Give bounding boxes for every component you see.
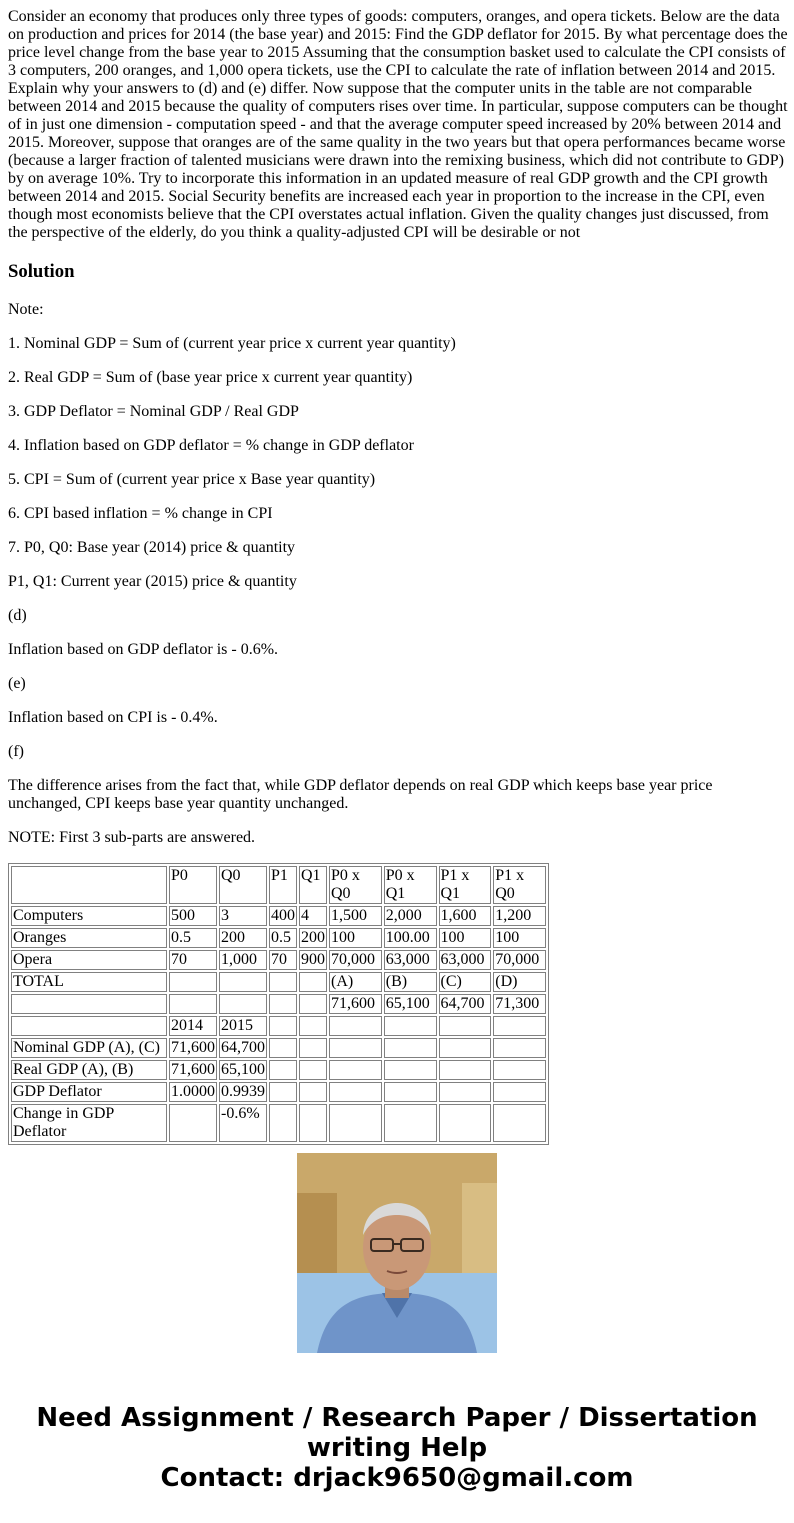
solution-heading: Solution [8,261,75,282]
solution-note: 6. CPI based inflation = % change in CPI [8,505,273,522]
table-cell [329,1016,382,1036]
table-cell: 100.00 [384,928,437,948]
table-cell [384,1016,437,1036]
table-cell: 1,000 [219,950,267,970]
promo-banner [0,1403,794,1493]
table-cell [299,972,327,992]
table-cell: 1,600 [439,906,492,926]
solution-note: P1, Q1: Current year (2015) price & quantity [8,573,297,590]
table-cell: 0.5 [169,928,217,948]
table-cell [384,1082,437,1102]
avatar-photo [297,1153,497,1353]
solution-note: (e) [8,675,26,692]
table-cell: 64,700 [221,1039,265,1056]
table-cell [439,1104,492,1142]
table-cell: 65,100 [384,994,437,1014]
table-cell [219,972,267,992]
table-cell [329,1038,382,1058]
table-cell: 71,600 [171,1039,215,1056]
table-row [11,866,546,904]
table-cell [493,1060,546,1080]
table-cell [11,994,167,1014]
table-cell: Opera [11,950,167,970]
table-cell [384,1038,437,1058]
table-cell: 500 [169,906,217,926]
table-cell: P1 x Q1 [439,866,492,904]
table-cell: (D) [493,972,546,992]
table-cell: 71,300 [493,994,546,1014]
table-cell: Computers [11,906,167,926]
table-cell: 200 [219,928,267,948]
table-cell [269,1060,297,1080]
table-cell: (B) [384,972,437,992]
table-cell: 65,100 [221,1061,265,1078]
table-cell [299,1082,327,1102]
table-cell: 70 [269,950,297,970]
table-cell: 63,000 [439,950,492,970]
table-cell: 71,600 [171,1061,215,1078]
banner-line-1: Need Assignment / Research Paper / Dissertation writing Help [36,1403,758,1463]
table-cell [269,1082,297,1102]
table-cell [269,1038,297,1058]
table-cell: 400 [271,907,295,924]
table-cell [439,1038,492,1058]
table-cell [169,994,217,1014]
solution-note: 3. GDP Deflator = Nominal GDP / Real GDP [8,403,299,420]
table-cell [269,994,297,1014]
table-row [11,1038,546,1058]
table-cell: (C) [439,972,492,992]
table-cell: P0 x Q1 [384,866,437,904]
table-cell [269,1104,297,1142]
table-cell [299,1104,327,1142]
document-body [8,8,788,1140]
solution-notes [8,301,788,847]
table-row [11,1016,546,1036]
solution-note: 5. CPI = Sum of (current year price x Base year quantity) [8,471,376,488]
table-cell: 2,000 [384,906,437,926]
table-cell [269,972,297,992]
table-cell: 100 [329,928,382,948]
table-row [11,1104,546,1142]
solution-note: NOTE: First 3 sub-parts are answered. [8,829,256,846]
solution-note: 1. Nominal GDP = Sum of (current year price x current year quantity) [8,335,456,352]
solution-note: Inflation based on GDP deflator is - 0.6%. [8,641,279,658]
table-cell: Q1 [299,866,327,904]
solution-note: 2. Real GDP = Sum of (base year price x current year quantity) [8,369,413,386]
table-cell [299,1038,327,1058]
table-cell [329,1060,382,1080]
table-cell [169,1104,217,1142]
table-row [11,972,546,992]
table-row [11,928,546,948]
solution-note: 7. P0, Q0: Base year (2014) price & quantity [8,539,296,556]
solution-note: 4. Inflation based on GDP deflator = % change in GDP deflator [8,437,414,454]
table-cell [219,994,267,1014]
table-cell [493,1104,546,1142]
solution-note: Inflation based on CPI is - 0.4%. [8,709,218,726]
table-cell: 100 [493,928,546,948]
table-cell: 64,700 [439,994,492,1014]
table-cell [11,1016,167,1036]
table-cell: P0 [169,866,217,904]
table-cell [299,994,327,1014]
table-cell [439,1060,492,1080]
table-container [8,863,549,1140]
table-cell: 0.5 [269,928,297,948]
table-cell: GDP Deflator [11,1082,167,1102]
table-cell: 3 [219,906,267,926]
table-cell [329,1082,382,1102]
table-cell: Q0 [219,866,267,904]
table-cell [299,1016,327,1036]
table-cell: (A) [329,972,382,992]
table-cell: Oranges [11,928,167,948]
table-cell [11,866,167,904]
banner-contact: Contact: drjack9650@gmail.com [160,1463,634,1493]
table-cell [329,1104,382,1142]
table-cell: 1.0000 [171,1083,215,1100]
table-cell: 71,600 [329,994,382,1014]
table-cell: 70,000 [329,950,382,970]
table-cell [269,1016,297,1036]
table-cell: 0.9939 [221,1083,265,1100]
table-cell [493,1038,546,1058]
solution-note: (f) [8,743,24,760]
table-cell: -0.6% [219,1104,267,1142]
table-cell [439,1016,492,1036]
person-photo-icon [297,1153,497,1353]
table-cell [493,1082,546,1102]
solution-note: Note: [8,301,44,318]
table-cell [439,1082,492,1102]
table-cell: 70,000 [493,950,546,970]
table-cell: Change in GDP Deflator [11,1104,167,1142]
table-row [11,950,546,970]
table-cell: 2015 [219,1016,267,1036]
table-cell: 1,200 [493,906,546,926]
table-row [11,906,546,926]
table-cell [169,972,217,992]
table-cell [384,1104,437,1142]
table-cell: P1 [269,866,297,904]
table-cell: 1,500 [329,906,382,926]
table-cell: Nominal GDP (A), (C) [11,1038,167,1058]
solution-note: The difference arises from the fact that, while GDP deflator depends on real GDP which keeps base year price unchanged, CPI keeps base year quantity unchanged. [8,777,713,812]
table-cell: 900 [301,951,325,968]
table-cell [493,1016,546,1036]
table-cell: TOTAL [11,972,167,992]
table-cell: P1 x Q0 [493,866,546,904]
table-cell: 70 [169,950,217,970]
question-text: Consider an economy that produces only three types of goods: computers, oranges, and opera tickets. Below are the data on production and prices for 2014 (the base year) and 2015: Find the GDP deflator for 2015. By what percentage does the price level change from the base year to 2015 Assuming that the consumption basket used to calculate the CPI consists of 3 computers, 200 oranges, and 1,000 opera tickets, use the CPI to calculate the rate of inflation between 2014 and 2015. Explain why your answers to (d) and (e) differ. Now suppose that the computer units in the table are not comparable between 2014 and 2015 because the quality of computers rises over time. In particular, suppose computers can be thought of in just one dimension - computation speed - and that the average computer speed increased by 20% between 2014 and 2015. Moreover, suppose that oranges are of the same quality in the two years but that opera performances became worse (because a larger fraction of talented musicians were drawn into the remixing business, which did not contribute to GDP) by on average 10%. Try to incorporate this information in an updated measure of real GDP growth and the CPI growth between 2014 and 2015. Social Security benefits are increased each year in proportion to the increase in the CPI, even though most economists believe that the CPI overstates actual inflation. Given the quality changes just discussed, from the perspective of the elderly, do you think a quality-adjusted CPI will be desirable or not [8,8,788,241]
table-cell: 2014 [169,1016,217,1036]
table-cell: 100 [439,928,492,948]
table-cell: 63,000 [384,950,437,970]
table-cell: 4 [299,906,327,926]
table-cell: P0 x Q0 [329,866,382,904]
table-row [11,1082,546,1102]
solution-note: (d) [8,607,27,624]
table-cell [384,1060,437,1080]
calculation-table [8,863,549,1145]
table-cell: Real GDP (A), (B) [11,1060,167,1080]
table-cell: 200 [301,929,325,946]
table-cell [299,1060,327,1080]
table-row [11,1060,546,1080]
table-row [11,994,546,1014]
